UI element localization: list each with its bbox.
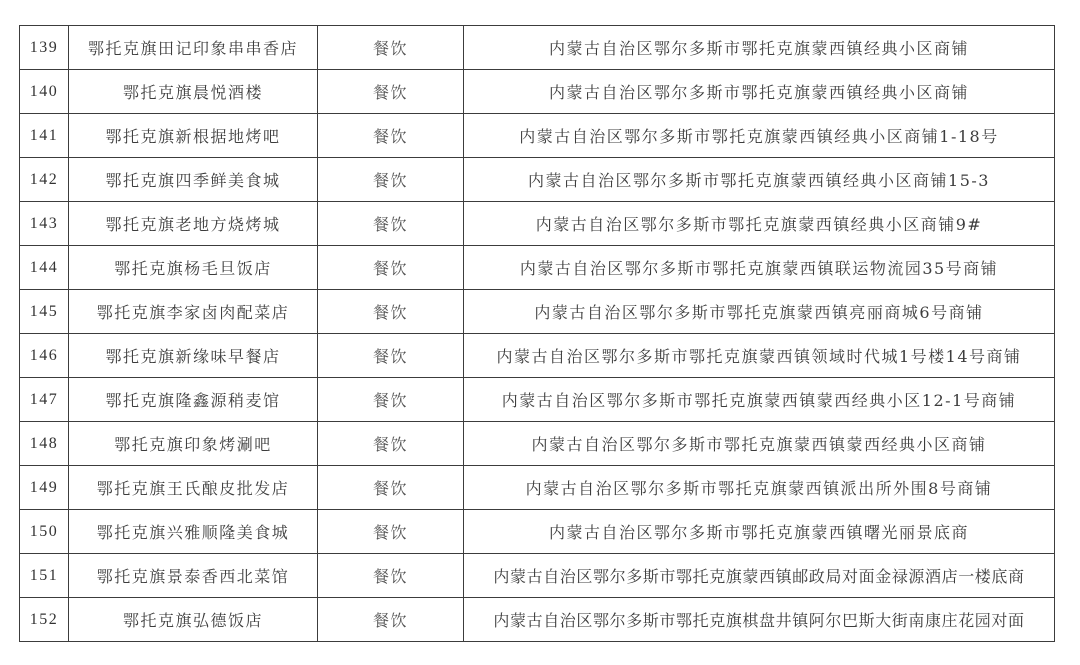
row-number: 149 [20, 466, 69, 510]
business-name: 鄂托克旗新缘味早餐店 [69, 334, 318, 378]
row-number: 147 [20, 378, 69, 422]
business-address: 内蒙古自治区鄂尔多斯市鄂托克旗蒙西镇蒙西经典小区商铺 [464, 422, 1055, 466]
business-type: 餐饮 [318, 290, 464, 334]
row-number: 143 [20, 202, 69, 246]
row-number: 141 [20, 114, 69, 158]
business-name: 鄂托克旗弘德饭店 [69, 598, 318, 642]
business-address: 内蒙古自治区鄂尔多斯市鄂托克旗蒙西镇亮丽商城6号商铺 [464, 290, 1055, 334]
business-address: 内蒙古自治区鄂尔多斯市鄂托克旗蒙西镇经典小区商铺15-3 [464, 158, 1055, 202]
row-number: 140 [20, 70, 69, 114]
business-name: 鄂托克旗杨毛旦饭店 [69, 246, 318, 290]
business-name: 鄂托克旗新根据地烤吧 [69, 114, 318, 158]
business-name: 鄂托克旗景泰香西北菜馆 [69, 554, 318, 598]
table-row [20, 378, 1055, 422]
business-list-table [19, 25, 1055, 642]
business-type: 餐饮 [318, 378, 464, 422]
business-type: 餐饮 [318, 334, 464, 378]
row-number: 148 [20, 422, 69, 466]
business-type: 餐饮 [318, 202, 464, 246]
business-type: 餐饮 [318, 598, 464, 642]
business-address: 内蒙古自治区鄂尔多斯市鄂托克旗蒙西镇经典小区商铺 [464, 26, 1055, 70]
row-number: 145 [20, 290, 69, 334]
table-row [20, 70, 1055, 114]
business-address: 内蒙古自治区鄂尔多斯市鄂托克旗蒙西镇蒙西经典小区12-1号商铺 [464, 378, 1055, 422]
business-address: 内蒙古自治区鄂尔多斯市鄂托克旗蒙西镇领域时代城1号楼14号商铺 [464, 334, 1055, 378]
business-name: 鄂托克旗王氏酿皮批发店 [69, 466, 318, 510]
business-type: 餐饮 [318, 114, 464, 158]
business-type: 餐饮 [318, 422, 464, 466]
row-number: 142 [20, 158, 69, 202]
business-address: 内蒙古自治区鄂尔多斯市鄂托克旗蒙西镇联运物流园35号商铺 [464, 246, 1055, 290]
business-name: 鄂托克旗老地方烧烤城 [69, 202, 318, 246]
business-name: 鄂托克旗隆鑫源稍麦馆 [69, 378, 318, 422]
business-type: 餐饮 [318, 246, 464, 290]
business-type: 餐饮 [318, 466, 464, 510]
business-address: 内蒙古自治区鄂尔多斯市鄂托克旗蒙西镇曙光丽景底商 [464, 510, 1055, 554]
table-row [20, 158, 1055, 202]
table-row [20, 202, 1055, 246]
business-name: 鄂托克旗印象烤涮吧 [69, 422, 318, 466]
table-row [20, 114, 1055, 158]
table-row [20, 510, 1055, 554]
business-name: 鄂托克旗兴雅顺隆美食城 [69, 510, 318, 554]
business-type: 餐饮 [318, 554, 464, 598]
business-address: 内蒙古自治区鄂尔多斯市鄂托克旗蒙西镇邮政局对面金禄源酒店一楼底商 [464, 554, 1055, 598]
row-number: 151 [20, 554, 69, 598]
business-address: 内蒙古自治区鄂尔多斯市鄂托克旗棋盘井镇阿尔巴斯大街南康庄花园对面 [464, 598, 1055, 642]
business-name: 鄂托克旗田记印象串串香店 [69, 26, 318, 70]
table-row [20, 466, 1055, 510]
business-name: 鄂托克旗李家卤肉配菜店 [69, 290, 318, 334]
row-number: 146 [20, 334, 69, 378]
row-number: 150 [20, 510, 69, 554]
business-address: 内蒙古自治区鄂尔多斯市鄂托克旗蒙西镇经典小区商铺1-18号 [464, 114, 1055, 158]
business-type: 餐饮 [318, 510, 464, 554]
table-row [20, 290, 1055, 334]
business-address: 内蒙古自治区鄂尔多斯市鄂托克旗蒙西镇经典小区商铺9# [464, 202, 1055, 246]
row-number: 152 [20, 598, 69, 642]
table-row [20, 334, 1055, 378]
table-row [20, 26, 1055, 70]
business-address: 内蒙古自治区鄂尔多斯市鄂托克旗蒙西镇派出所外围8号商铺 [464, 466, 1055, 510]
table-row [20, 598, 1055, 642]
table-row [20, 422, 1055, 466]
business-name: 鄂托克旗晨悦酒楼 [69, 70, 318, 114]
row-number: 144 [20, 246, 69, 290]
business-name: 鄂托克旗四季鲜美食城 [69, 158, 318, 202]
business-type: 餐饮 [318, 158, 464, 202]
business-address: 内蒙古自治区鄂尔多斯市鄂托克旗蒙西镇经典小区商铺 [464, 70, 1055, 114]
table-row [20, 246, 1055, 290]
table-row [20, 554, 1055, 598]
business-type: 餐饮 [318, 26, 464, 70]
business-type: 餐饮 [318, 70, 464, 114]
row-number: 139 [20, 26, 69, 70]
